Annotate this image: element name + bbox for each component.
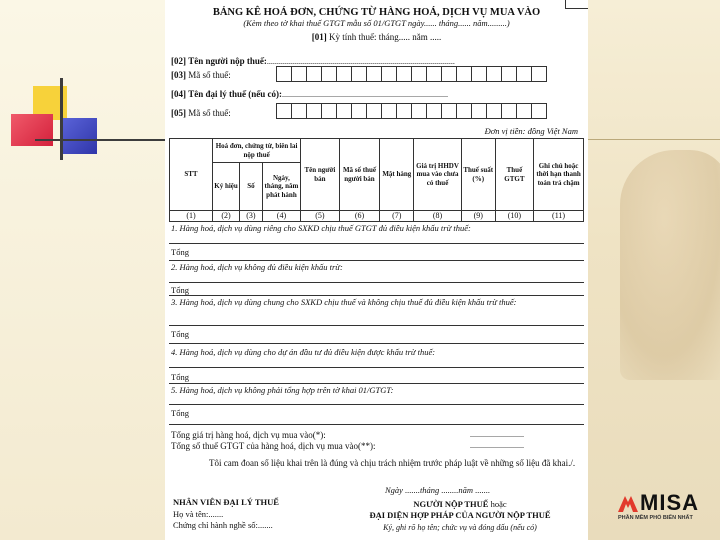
divider [169,343,584,344]
misa-logo-word: MISA [640,490,699,515]
col-header-note: Ghi chú hoặc thời hạn thanh toán trả chậm [534,139,584,211]
decor-horizontal-line-right [588,139,720,140]
agent-name: Họ và tên:....... [173,509,224,519]
field-03-code: [03] [171,70,186,80]
total-purchase-dots: ........................... [470,430,524,439]
form-title: BẢNG KÊ HOÁ ĐƠN, CHỨNG TỪ HÀNG HOÁ, DỊCH VỤ MUA VÀO [212,7,541,18]
misa-logo [618,490,714,526]
section-2-total: Tổng [171,285,189,295]
section-3-label: 3. Hàng hoá, dịch vụ dùng chung cho SXKD chịu thuế và không chịu thuế đủ điều kiện khấu trừ thuế: [171,297,517,307]
field-02-code: [02] [171,56,186,66]
col-header-seller-name: Tên người bán [301,139,339,211]
section-1-label: 1. Hàng hoá, dịch vụ dùng riêng cho SXKD chịu thuế GTGT đủ điều kiện khấu trừ thuế: [171,223,471,233]
divider [169,282,584,283]
decor-horizontal-line [35,139,165,141]
taxpayer-title-or: hoặc [490,499,507,509]
col-header-stt: STT [170,139,213,211]
field-taxpayer-id [171,70,231,80]
col-number: (4) [262,211,300,222]
col-number: (3) [240,211,263,222]
field-agent-name [171,89,448,99]
commitment-text: Tôi cam đoan số liệu khai trên là đúng và chịu trách nhiệm trước pháp luật về những số liệu đã khai./. [209,458,576,468]
col-number: (10) [495,211,533,222]
field-02-label: Tên người nộp thuế: [188,56,267,66]
col-header-seller-tax-id: Mã số thuế người bán [339,139,380,211]
col-number: (11) [534,211,584,222]
field-04-label: Tên đại lý thuế (nếu có): [188,89,283,99]
decor-blue-square [63,118,97,154]
divider [169,424,584,425]
field-04-code: [04] [171,89,186,99]
taxpayer-title-a: NGƯỜI NỘP THUẾ [413,499,489,509]
agent-id-boxes [277,103,547,119]
taxpayer-sign-note: Ký, ghi rõ họ tên; chức vụ và đóng dấu (nếu có) [383,523,537,532]
field-05-code: [05] [171,108,186,118]
taxpayer-id-boxes [277,66,547,82]
col-header-invoice-group: Hoá đơn, chứng từ, biên lai nộp thuế [212,139,300,163]
col-number: (6) [339,211,380,222]
section-4-total: Tổng [171,372,189,382]
section-3-total: Tổng [171,329,189,339]
col-number: (5) [301,211,339,222]
col-number: (9) [461,211,495,222]
col-header-symbol: Ký hiệu [212,163,239,211]
divider [169,260,584,261]
col-header-tax-rate: Thuế suất (%) [461,139,495,211]
field-03-label: Mã số thuế: [188,70,231,80]
col-number: (1) [170,211,213,222]
section-4-label: 4. Hàng hoá, dịch vụ dùng cho dự án đầu tư đủ điều kiện được khấu trừ thuế: [171,347,436,357]
form-subtitle: (Kèm theo tờ khai thuế GTGT mẫu số 01/GTGT ngày...... tháng...... năm.........) [243,18,510,28]
field-taxpayer-name [171,56,455,66]
taxpayer-representative-title: ĐẠI DIỆN HỢP PHÁP CỦA NGƯỜI NỘP THUẾ [369,510,551,520]
col-header-vat: Thuế GTGT [495,139,533,211]
decor-vertical-line [60,78,63,160]
divider [169,404,584,405]
misa-logo-tagline: PHẦN MỀM PHỔ BIẾN NHẤT [618,515,693,521]
misa-logo-mark-icon [618,494,638,512]
period-code: [01] [311,32,327,42]
decor-red-square [11,114,53,146]
scanned-form [165,0,588,540]
col-header-value: Giá trị HHDV mua vào chưa có thuế [414,139,462,211]
divider [169,325,584,326]
divider [169,295,584,296]
section-2-label: 2. Hàng hoá, dịch vụ không đủ điều kiện khấu trừ: [171,262,343,272]
background-photo-figure [620,150,720,380]
agent-certificate: Chứng chỉ hành nghề số:....... [173,520,273,530]
total-vat-dots: ........................... [470,441,524,450]
field-02-dots: .............................................................................................. [266,57,455,66]
total-vat: Tổng số thuế GTGT của hàng hoá, dịch vụ mua vào(**): [171,441,376,451]
tax-period [165,32,588,42]
agent-title: NHÂN VIÊN ĐẠI LÝ THUẾ [173,497,279,507]
col-number: (8) [414,211,462,222]
slide-background-left [0,0,165,540]
field-05-label: Mã số thuế: [188,108,231,118]
currency-unit: Đơn vị tiền: đồng Việt Nam [484,126,578,136]
section-1-total: Tổng [171,247,189,257]
invoice-table [169,138,584,222]
col-number: (2) [212,211,239,222]
divider [169,383,584,384]
col-number: (7) [380,211,414,222]
sign-date: Ngày .......tháng ........năm ....... [385,485,491,495]
divider [169,367,584,368]
field-agent-id [171,108,231,118]
divider [169,243,584,244]
col-header-item: Mặt hàng [380,139,414,211]
period-text: Kỳ tính thuế: tháng..... năm ..... [329,32,442,42]
section-5-total: Tổng [171,408,189,418]
col-header-number: Số [240,163,263,211]
taxpayer-title [335,500,585,510]
section-5-label: 5. Hàng hoá, dịch vụ không phải tổng hợp trên tờ khai 01/GTGT: [171,385,394,395]
col-header-issue-date: Ngày, tháng, năm phát hành [262,163,300,211]
field-04-dots: ................................................................................... [282,90,449,99]
total-purchase-value: Tổng giá trị hàng hoá, dịch vụ mua vào(*): [171,430,326,440]
